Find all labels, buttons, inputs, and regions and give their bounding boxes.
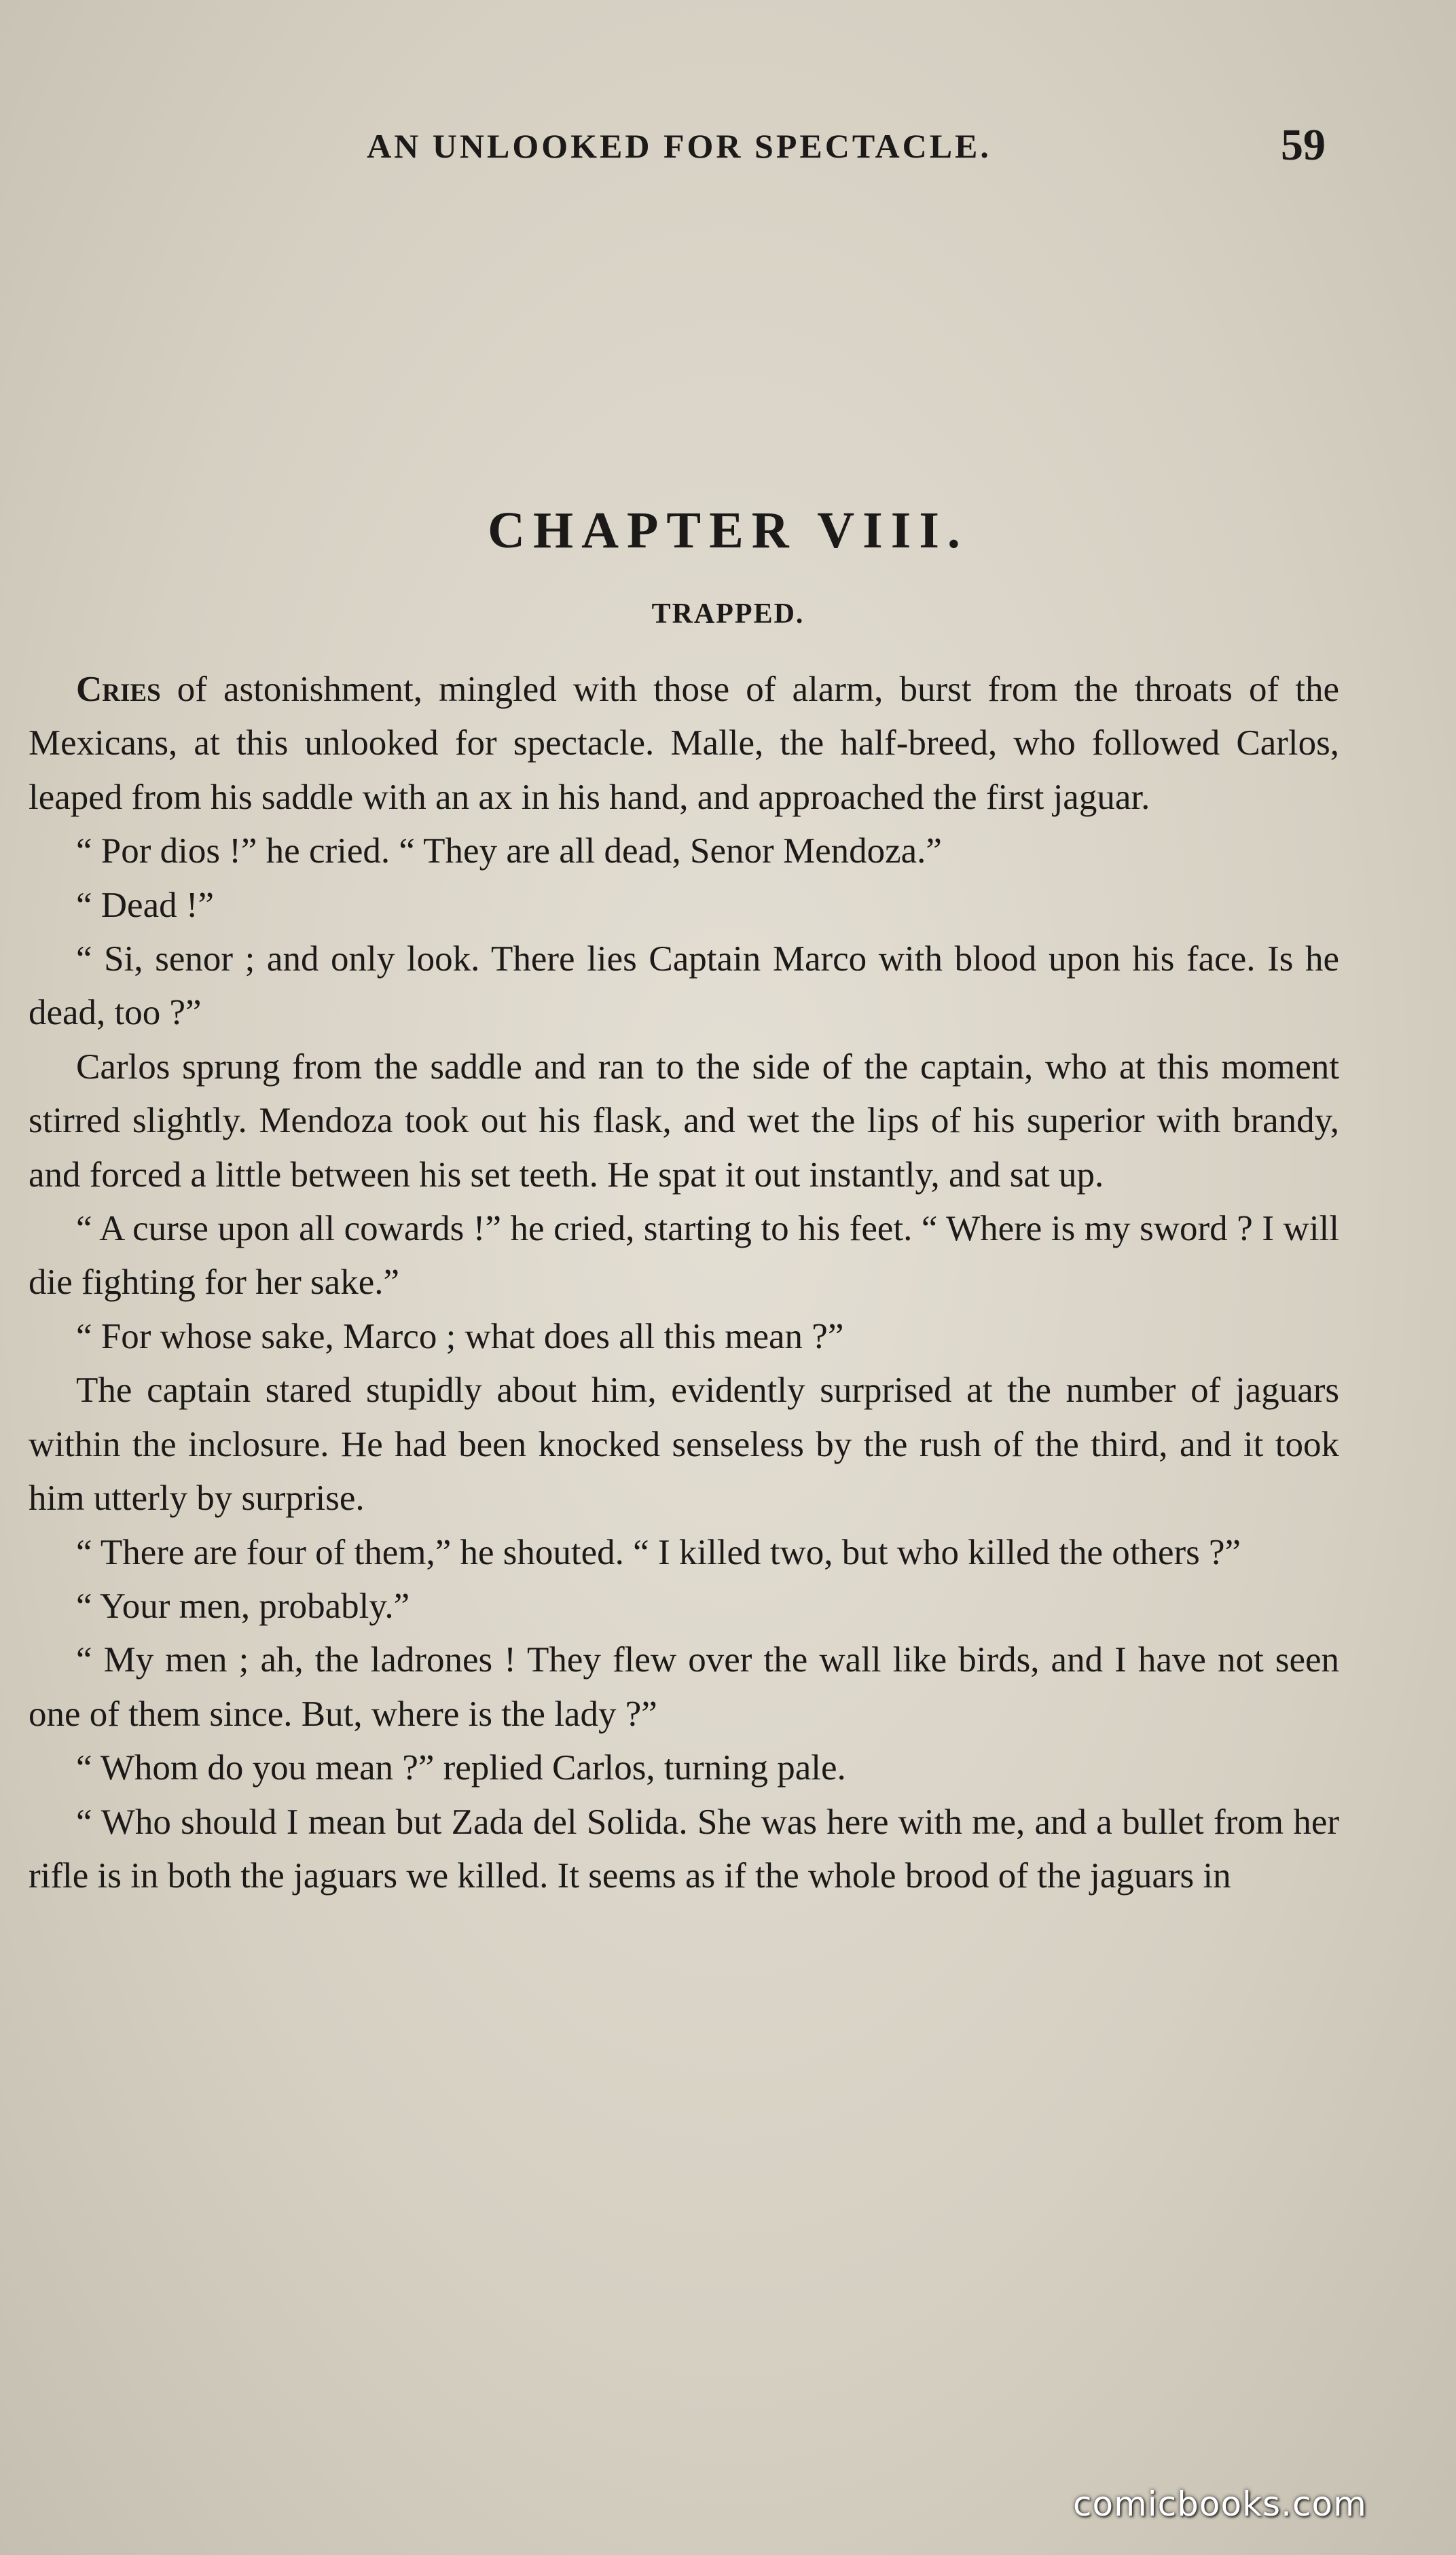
paragraph-lead-in: Cries [76, 670, 161, 709]
site-watermark: comicbooks.com [1073, 2484, 1367, 2524]
paragraph: “ For whose sake, Marco ; what does all this mean ?” [76, 1316, 844, 1356]
paragraph [29, 663, 1339, 825]
chapter-subtitle: TRAPPED. [651, 598, 805, 630]
paragraph: Carlos sprung from the saddle and ran to the side of the captain, who at this moment stirred slightly. Mendoza took out his flask, and wet the lips of his superior with brandy, and forced a little between his set teeth. He spat it out instantly, and sat up. [29, 1047, 1339, 1195]
paragraph: “ Whom do you mean ?” replied Carlos, turning pale. [76, 1748, 846, 1788]
paragraph: “ Dead !” [76, 885, 215, 925]
chapter-heading: CHAPTER VIII. [488, 502, 968, 559]
paragraph: “ Por dios !” he cried. “ They are all dead, Senor Mendoza.” [76, 831, 942, 871]
paragraph: “ There are four of them,” he shouted. “ I killed two, but who killed the others ?” [76, 1532, 1241, 1572]
running-head: AN UNLOOKED FOR SPECTACLE. [367, 127, 991, 165]
paragraph: “ My men ; ah, the ladrones ! They flew over the wall like birds, and I have not seen one of them since. But, where is the lady ?” [29, 1640, 1339, 1734]
paragraph: “ Si, senor ; and only look. There lies Captain Marco with blood upon his face. Is he dead, too ?” [29, 939, 1339, 1033]
page-number: 59 [1281, 120, 1326, 170]
paragraph: The captain stared stupidly about him, evidently surprised at the number of jaguars within the inclosure. He had been knocked senseless by the rush of the third, and it took him utterly by surprise. [29, 1371, 1339, 1519]
chapter-body [29, 663, 1339, 1903]
paragraph: “ Who should I mean but Zada del Solida. She was here with me, and a bullet from her rifle is in both the jaguars we killed. It seems as if the whole brood of the jaguars in [29, 1802, 1339, 1896]
paragraph: “ Your men, probably.” [76, 1586, 410, 1626]
paragraph: “ A curse upon all cowards !” he cried, starting to his feet. “ Where is my sword ? I will die fighting for her sake.” [29, 1209, 1339, 1303]
paragraph-text: of astonishment, mingled with those of alarm, burst from the throats of the Mexicans, at this unlooked for spectacle. Malle, the half-breed, who followed Carlos, leaped from his saddle with an ax in his hand, and approached the first jaguar. [29, 670, 1339, 817]
